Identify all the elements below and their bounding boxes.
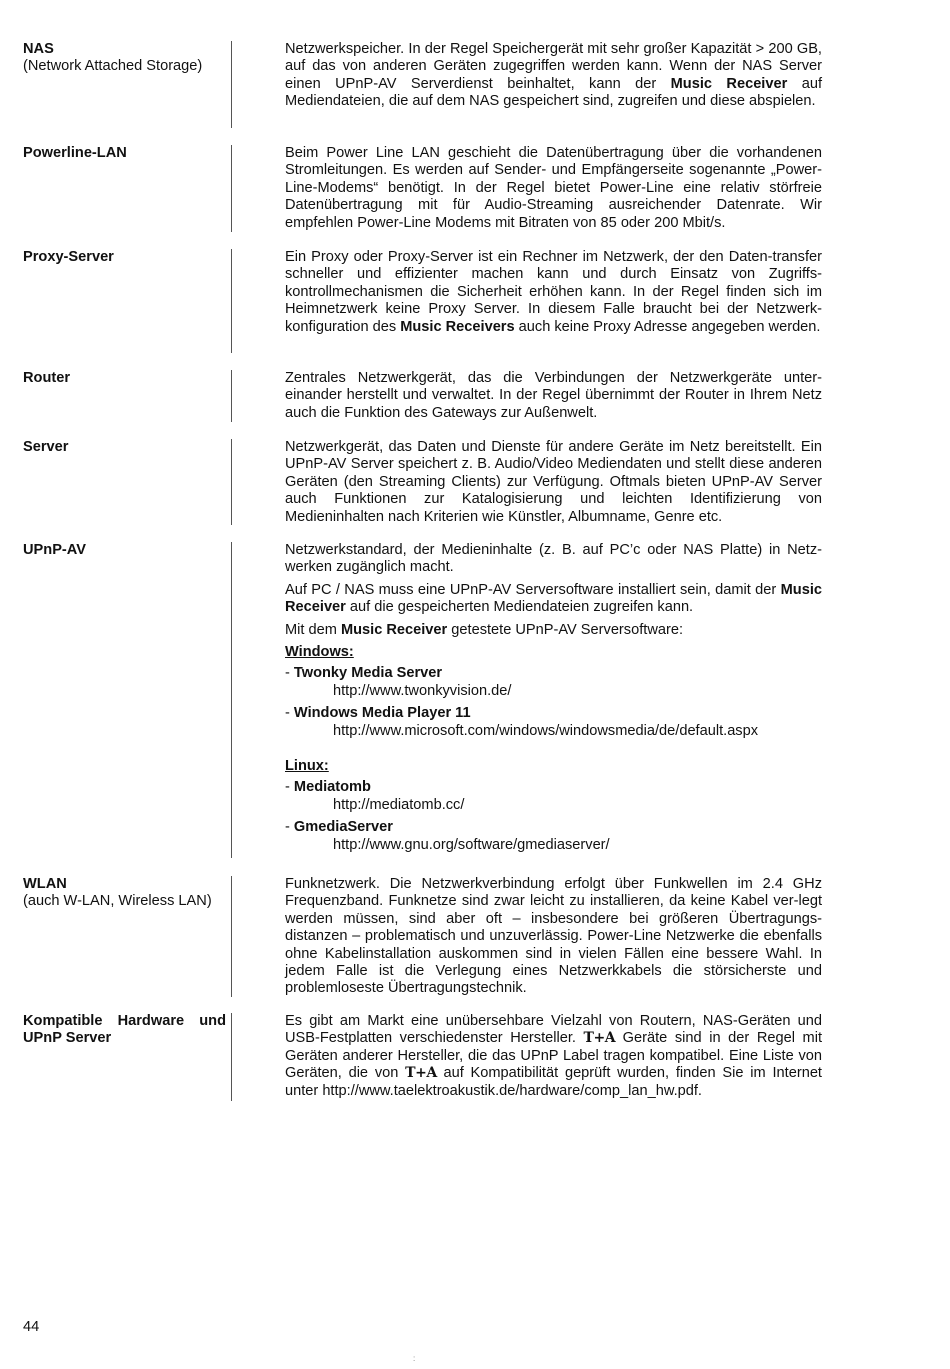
text: Auf PC / NAS muss eine UPnP-AV Serversoftware installiert sein, damit der <box>285 581 781 598</box>
entry-compatible-hardware <box>23 1013 823 1101</box>
entry-powerline-lan <box>23 145 823 232</box>
term-title: NAS <box>23 41 54 57</box>
term <box>23 370 226 387</box>
text: Beim Power Line LAN geschieht die Datenübertragung über die vorhandenen Stromleitungen. Es werden auf Sender- und Empfängerseite sogenannte „Power-Line-Modems“ benötigt. In der Regel bietet Power-Line eine relativ störfreie Datenübertragung mit für Audio-Streaming ausreichender Datenrate. Wir empfehlen Power-Line Modems mit Bitraten von 85 oder 200 Mbit/s. <box>285 145 822 231</box>
text: Netzwerkstandard, der Medieninhalte (z. B. auf PC’c oder NAS Platte) in Netz-werken zugänglich macht. <box>285 542 822 576</box>
text: getestete UPnP-AV Serversoftware: <box>447 621 683 638</box>
term <box>23 41 226 76</box>
page-number: 44 <box>23 1319 40 1335</box>
text: Funknetzwerk. Die Netzwerkverbindung erfolgt über Funkwellen im 2.4 GHz Frequenzband. Funknetze sind zwar leicht zu installieren, da keine Kabel ver-legt werden müssen, sind aber oft – insbesondere bei größeren Übertragungs-distanzen – problematisch und unzuverlässig. Power-Line Netzwerke die ebenfalls ohne Kabelinstallation auskommen sind in vielen Fällen eine bessere Wahl. In jedem Falle ist die Verlegung eines Netzwerkkabels die störsicherste und problemloseste Übertragungstechnik. <box>285 876 822 997</box>
software-url: http://www.twonkyvision.de/ <box>333 682 512 699</box>
text: Es gibt am Markt eine unübersehbare Vielzahl von Routern, NAS-Geräten und USB-Festplatten verschiedenster Hersteller. <box>285 1013 822 1047</box>
software-item: - GmediaServer <box>285 819 393 836</box>
text: auf Mediendateien, die auf dem NAS gespeichert sind, zugreifen und diese abspielen. <box>285 75 822 110</box>
definition <box>285 370 822 422</box>
term-subtitle: (Network Attached Storage) <box>23 58 203 75</box>
term <box>23 1013 226 1048</box>
software-name: Twonky Media Server <box>293 665 443 682</box>
entry-upnp-av <box>23 542 823 858</box>
term-title: WLAN <box>23 876 67 892</box>
product-name: Music Receiver <box>285 581 822 616</box>
definition <box>285 41 822 111</box>
divider <box>231 145 232 232</box>
software-item: - Mediatomb <box>285 779 371 796</box>
text: Netzwerkgerät, das Daten und Dienste für andere Geräte im Netz bereitstellt. Ein UPnP-AV Server speichert z. B. Audio/Video Mediendaten und stellt diese anderen Geräten (den Streaming Clients) zur Verfügung. Oftmals bieten UPnP-AV Server auch Funktionen zur Katalogisierung und leichten Identifizierung von Medieninhalten nach Kriterien wie Künstler, Albumname, Genre etc. <box>285 439 822 525</box>
divider <box>231 249 232 353</box>
product-name: Music Receiver <box>340 621 448 638</box>
definition <box>285 1013 822 1100</box>
software-url: http://www.gnu.org/software/gmediaserver/ <box>333 836 610 853</box>
product-name: Music Receivers <box>400 318 515 335</box>
text: Netzwerkspeicher. In der Regel Speichergerät mit sehr großer Kapazität > 200 GB, auf das von anderen Geräten zugegriffen werden kann. Wenn der NAS Server einen UPnP-AV Serverdienst beinhaltet, kann der <box>285 41 822 92</box>
term-title: Server <box>23 439 69 455</box>
software-name: Windows Media Player 11 <box>293 705 471 722</box>
software-name: Mediatomb <box>293 779 371 796</box>
software-url: http://www.microsoft.com/windows/windowsmedia/de/default.aspx <box>333 722 759 739</box>
os-heading-windows: Windows: <box>285 644 354 661</box>
scan-mark: : <box>413 1354 416 1363</box>
entry-proxy-server <box>23 249 823 353</box>
divider <box>231 370 232 422</box>
term-title: Proxy-Server <box>23 249 114 265</box>
text: Mit dem <box>285 621 341 638</box>
definition <box>285 439 822 526</box>
term-title: UPnP-AV <box>23 542 86 558</box>
text: Zentrales Netzwerkgerät, das die Verbindungen der Netzwerkgeräte unter-einander herstellt und verwaltet. In der Regel übernimmt der Router in Ihrem Netz auch die Funktion des Gateways zur Außenwelt. <box>285 370 822 421</box>
os-heading-linux: Linux: <box>285 758 329 775</box>
text: auf die gespeicherten Mediendateien zugreifen kann. <box>345 599 694 616</box>
ta-logo: T+A <box>583 1030 616 1047</box>
definition <box>285 542 822 854</box>
software-url: http://mediatomb.cc/ <box>333 796 465 813</box>
divider <box>231 876 232 997</box>
definition <box>285 145 822 232</box>
divider <box>231 439 232 525</box>
term <box>23 145 226 162</box>
entry-server <box>23 439 823 525</box>
divider <box>231 1013 232 1101</box>
product-name: Music Receiver <box>670 75 788 92</box>
term <box>23 249 226 266</box>
entry-nas <box>23 41 823 128</box>
ta-logo: T+A <box>405 1065 437 1082</box>
term <box>23 542 226 559</box>
divider <box>231 41 232 128</box>
definition <box>285 249 822 336</box>
text: auf Kompatibilität geprüft wurden, finden Sie im Internet unter http://www.taelektroakustik.de/hardware/comp_lan_hw.pdf. <box>285 1065 822 1099</box>
text: auch keine Proxy Adresse angegeben werden. <box>514 318 821 335</box>
divider <box>231 542 232 858</box>
definition <box>285 876 822 998</box>
term-title: Kompatible Hardware und UPnP Server <box>23 1013 226 1047</box>
software-item: - Twonky Media Server <box>285 665 443 682</box>
term <box>23 876 226 911</box>
software-item: - Windows Media Player 11 <box>285 705 471 722</box>
text: Geräte sind in der Regel mit Geräten anderer Hersteller, die das UPnP Label tragen kompatibel. Eine Liste von Geräten, die von <box>285 1030 822 1082</box>
term-subtitle: (auch W-LAN, Wireless LAN) <box>23 893 212 910</box>
term <box>23 439 226 456</box>
term-title: Router <box>23 370 71 386</box>
software-name: GmediaServer <box>293 819 393 836</box>
entry-router <box>23 370 823 422</box>
entry-wlan <box>23 876 823 997</box>
text: Ein Proxy oder Proxy-Server ist ein Rechner im Netzwerk, der den Daten-transfer schneller und effizienter machen kann und durch Einsatz von Zugriffs-kontrollmechanismen die Sicherheit erhöhen kann. In der Regel finden sich im Heimnetzwerk keine Proxy Server. In diesem Falle braucht bei der Netzwerk-konfiguration des <box>285 249 822 335</box>
term-title: Powerline-LAN <box>23 145 127 161</box>
